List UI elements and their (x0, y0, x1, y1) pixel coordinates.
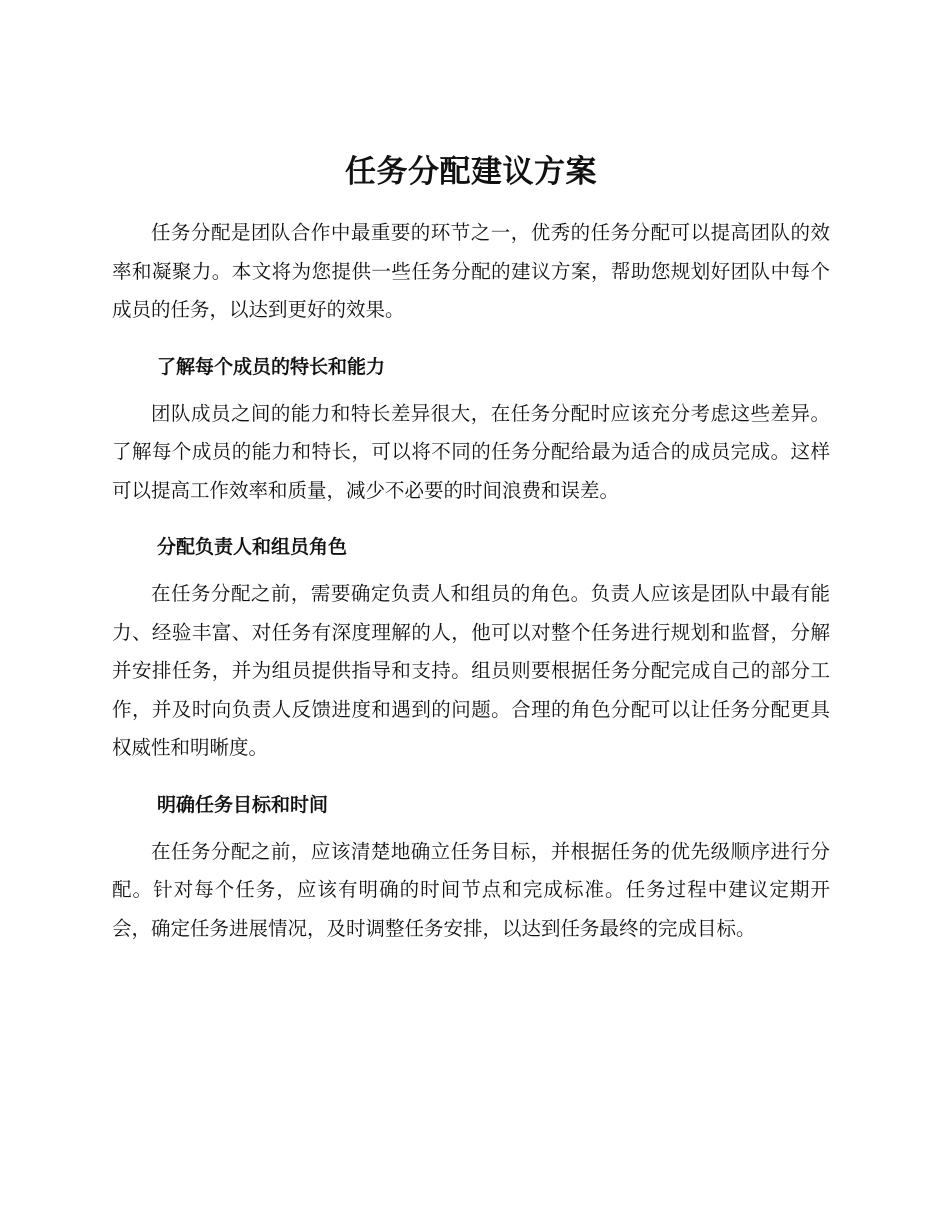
document-title: 任务分配建议方案 (345, 154, 597, 190)
section-paragraph-2: 在任务分配之前，需要确定负责人和组员的角色。负责人应该是团队中最有能力、经验丰富、对任务有深度理解的人，他可以对整个任务进行规划和监督，分解并安排任务，并为组员提供指导和支持。组员则要根据任务分配完成自己的部分工作，并及时向负责人反馈进度和遇到的问题。合理的角色分配可以让任务分配更具权威性和明晰度。 (112, 582, 830, 759)
document-page (112, 150, 830, 948)
intro-paragraph: 任务分配是团队合作中最重要的环节之一，优秀的任务分配可以提高团队的效率和凝聚力。本文将为您提供一些任务分配的建议方案，帮助您规划好团队中每个成员的任务，以达到更好的效果。 (112, 221, 830, 321)
section-paragraph-3: 在任务分配之前，应该清楚地确立任务目标，并根据任务的优先级顺序进行分配。针对每个任务，应该有明确的时间节点和完成标准。任务过程中建议定期开会，确定任务进展情况，及时调整任务安排，以达到任务最终的完成目标。 (112, 839, 830, 940)
section-heading-3: 明确任务目标和时间 (157, 793, 329, 816)
section-heading-2: 分配负责人和组员角色 (157, 536, 348, 558)
section-heading-1: 了解每个成员的特长和能力 (157, 355, 386, 378)
section-paragraph-1: 团队成员之间的能力和特长差异很大，在任务分配时应该充分考虑这些差异。了解每个成员的能力和特长，可以将不同的任务分配给最为适合的成员完成。这样可以提高工作效率和质量，减少不必要的时间浪费和误差。 (112, 401, 830, 502)
